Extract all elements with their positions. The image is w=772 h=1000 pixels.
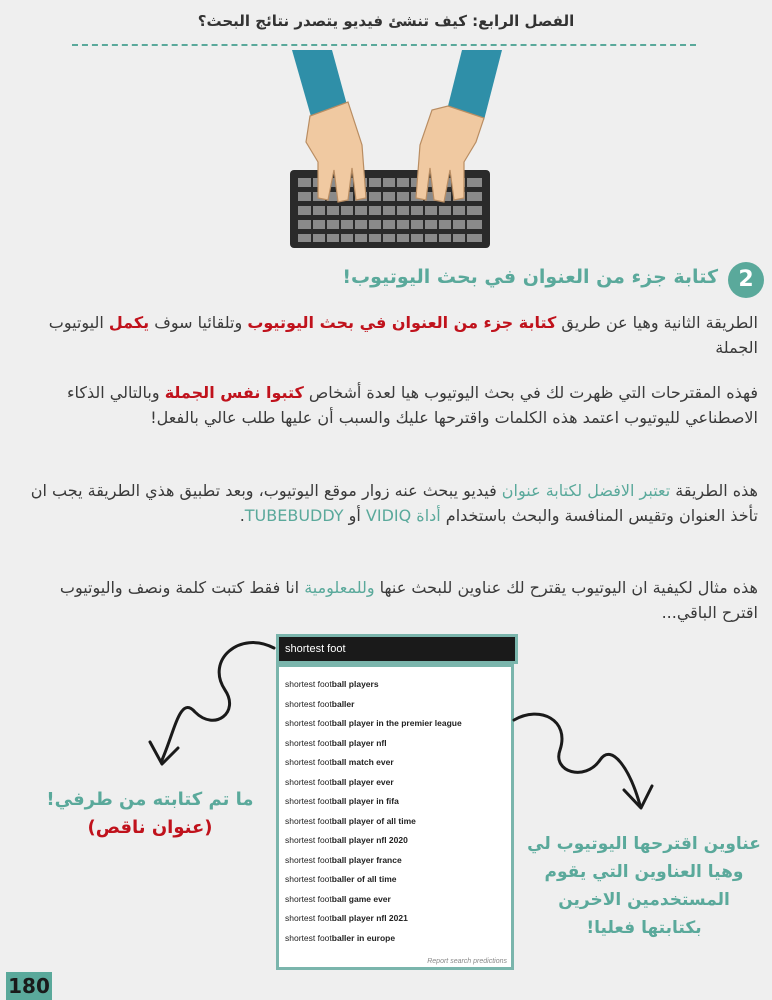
para1-highlight: كتابة جزء من العنوان في بحث اليوتيوب — [247, 313, 557, 332]
suggestion-item[interactable] — [285, 831, 505, 851]
suggestion-list — [285, 675, 505, 948]
suggestion-item[interactable] — [285, 753, 505, 773]
suggestion-typed-prefix: shortest foot — [285, 737, 332, 748]
suggestion-completion: ball players — [331, 679, 379, 689]
suggestion-item[interactable] — [285, 812, 505, 832]
suggestion-typed-prefix: shortest foot — [285, 835, 332, 845]
para3-vidiq: أداة VIDIQ — [365, 506, 441, 525]
left-arrow-icon — [162, 643, 274, 760]
suggestion-completion: baller of all time — [331, 874, 397, 884]
paragraph-example-intro — [20, 575, 758, 625]
suggestion-completion: ball player ever — [331, 776, 394, 787]
suggestion-typed-prefix: shortest foot — [285, 854, 332, 865]
suggestion-completion: ball player nfl 2020 — [331, 835, 408, 845]
para2-highlight: كتبوا نفس الجملة — [164, 383, 304, 402]
right-arrowhead-icon — [624, 786, 652, 808]
section-number-badge: 2 — [728, 262, 764, 298]
para1-text-e: اليوتيوب الجملة — [48, 313, 758, 357]
suggestion-completion: ball player in fifa — [331, 796, 399, 806]
suggestion-item[interactable] — [285, 675, 505, 695]
suggestion-typed-prefix: shortest foot — [285, 893, 332, 904]
section-heading — [300, 262, 764, 298]
para3-highlight: تعتبر الافضل لكتابة عنوان — [501, 481, 671, 500]
dashed-divider — [72, 44, 696, 46]
suggestion-typed-prefix: shortest foot — [285, 776, 332, 787]
suggestion-typed-prefix: shortest foot — [285, 815, 332, 826]
suggestion-item[interactable] — [285, 773, 505, 793]
left-callout — [30, 786, 270, 842]
para1-text-c: وتلقائيا سوف — [149, 313, 248, 332]
suggestion-completion: ball player nfl — [331, 737, 387, 748]
para2-text-c: وبالتالي الذكاء الاصطناعي لليوتيوب اعتمد هذه الكلمات واقترحها عليك والسبب أن عليها طلب عالي بالفعل! — [66, 383, 758, 427]
suggestion-item[interactable] — [285, 734, 505, 754]
search-suggestions-dropdown — [276, 664, 514, 970]
suggestion-item[interactable] — [285, 695, 505, 715]
suggestion-item[interactable] — [285, 714, 505, 734]
suggestion-typed-prefix: shortest foot — [285, 932, 332, 943]
suggestion-completion: ball player in the premier league — [331, 718, 462, 728]
left-callout-line1: ما تم كتابته من طرفي! — [46, 789, 254, 810]
page-number: 180 — [6, 972, 52, 1000]
report-predictions-link[interactable]: Report search predictions — [427, 958, 507, 965]
suggestion-typed-prefix: shortest foot — [285, 757, 332, 767]
suggestion-typed-prefix: shortest foot — [285, 679, 332, 689]
typing-hands-illustration — [262, 50, 520, 250]
paragraph-best-method — [20, 478, 758, 528]
para1-highlight-complete: يكمل — [108, 313, 150, 332]
suggestion-item[interactable] — [285, 851, 505, 871]
left-arrowhead-icon — [150, 742, 178, 764]
chapter-title: الفصل الرابع: كيف تنشئ فيديو يتصدر نتائج البحث؟ — [197, 12, 575, 30]
suggestion-typed-prefix: shortest foot — [285, 718, 332, 728]
left-callout-line2: (عنوان ناقص) — [87, 817, 213, 838]
suggestion-typed-prefix: shortest foot — [285, 698, 332, 709]
para4-text-a: هذه مثال لكيفية ان اليوتيوب يقترح لك عناوين للبحث عنها — [374, 578, 758, 597]
suggestion-completion: baller in europe — [331, 932, 396, 943]
search-box[interactable] — [276, 634, 518, 664]
suggestion-typed-prefix: shortest foot — [285, 796, 332, 806]
para4-highlight: وللمعلومية — [304, 578, 375, 597]
suggestion-item[interactable] — [285, 909, 505, 929]
suggestion-completion: ball game ever — [331, 893, 391, 904]
suggestion-completion: ball match ever — [331, 757, 394, 767]
paragraph-suggestions-explained — [20, 380, 758, 430]
para3-text-a: هذه الطريقة — [670, 481, 758, 500]
para1-text-a: الطريقة الثانية وهيا عن طريق — [556, 313, 758, 332]
suggestion-item[interactable] — [285, 870, 505, 890]
right-arrow-icon — [514, 714, 640, 805]
search-input[interactable] — [279, 637, 511, 661]
paragraph-method-description — [20, 310, 758, 360]
suggestion-completion: ball player nfl 2021 — [331, 913, 408, 923]
section-heading-text: كتابة جزء من العنوان في بحث اليوتيوب! — [342, 266, 718, 288]
suggestion-completion: baller — [331, 698, 355, 709]
right-callout: عناوين اقترحها اليوتيوب لي وهيا العناوين التي يقوم المستخدمين الاخرين بكتابتها فعليا! — [527, 834, 761, 938]
suggestion-item[interactable] — [285, 890, 505, 910]
suggestion-typed-prefix: shortest foot — [285, 874, 332, 884]
para3-text-c: فيديو يبحث عنه زوار موقع اليوتيوب، وبعد تطبيق هذي الطريقة يجب ان تأخذ العنوان وتقيس المنافسة والبحث باستخدام — [30, 481, 758, 525]
para4-text-c: انا فقط كتبت كلمة ونصف واليوتيوب اقترح الباقي... — [59, 578, 758, 622]
para2-text-a: فهذه المقترحات التي ظهرت لك في بحث اليوتيوب هيا لعدة أشخاص — [303, 383, 758, 402]
suggestion-item[interactable] — [285, 929, 505, 949]
suggestion-completion: ball player france — [331, 854, 402, 865]
para3-tubebuddy: TUBEBUDDY — [244, 506, 344, 525]
suggestion-typed-prefix: shortest foot — [285, 913, 332, 923]
suggestion-completion: ball player of all time — [331, 815, 416, 826]
suggestion-item[interactable] — [285, 792, 505, 812]
para3-text-e: أو — [343, 506, 366, 525]
para3-text-g: . — [239, 506, 245, 525]
